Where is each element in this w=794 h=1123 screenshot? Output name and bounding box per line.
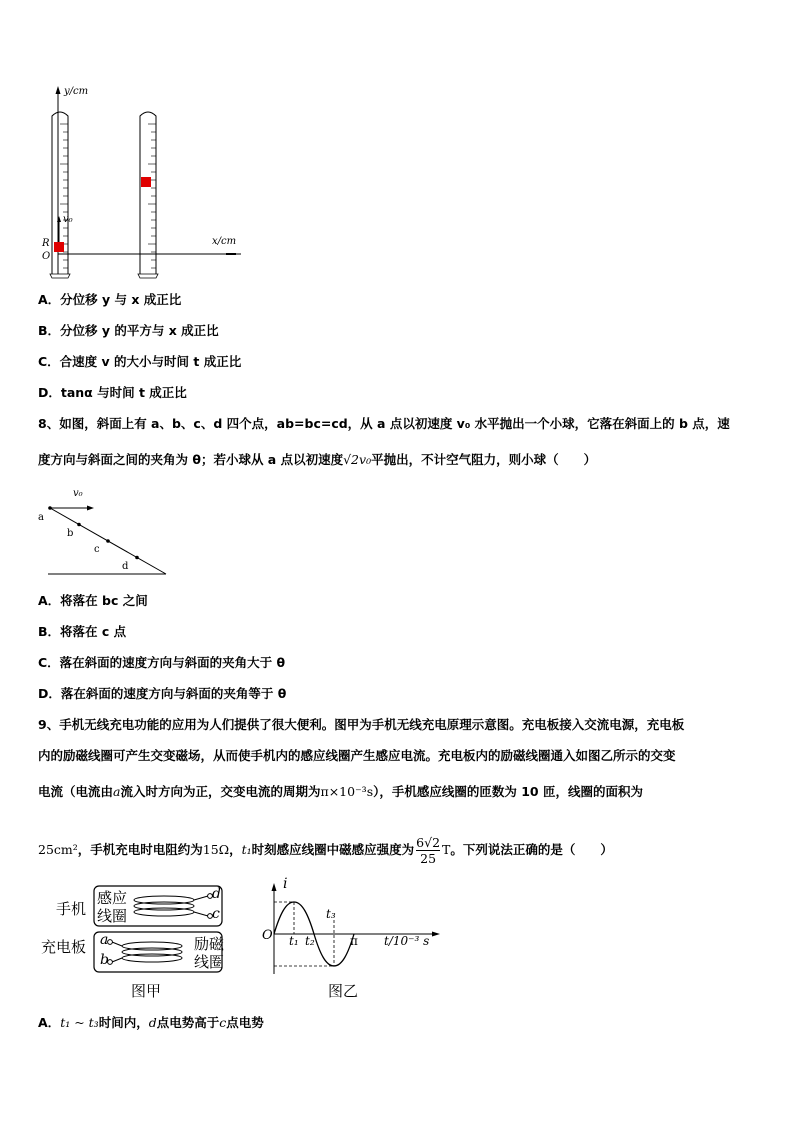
q9-stem-line1: 9、手机无线充电功能的应用为人们提供了很大便利。图甲为手机无线充电原理示意图。充电板接入交流电源，充电板: [38, 717, 685, 732]
fig-a-d: d: [212, 886, 221, 902]
point-b: [77, 523, 81, 527]
fig-b-axis: t/10⁻³ s: [384, 934, 430, 948]
q8-stem-line2: 度方向与斜面之间的夹角为 θ；若小球从 a 点以初速度√2v₀平抛出，不计空气阻力，则小球（ ）: [38, 452, 597, 467]
q9-stem-line3: 电流（电流由a流入时方向为正，交变电流的周期为π×10⁻³s），手机感应线圈的匝数为 10 匝，线圈的面积为: [38, 784, 643, 799]
q8-option-a: A．将落在 bc 之间: [38, 593, 148, 608]
red-block-moved: [141, 177, 151, 187]
q7-option-c: C．合速度 v 的大小与时间 t 成正比: [38, 354, 242, 369]
q8-stem-line1: 8、如图，斜面上有 a、b、c、d 四个点，ab=bc=cd，从 a 点以初速度 v₀ 水平抛出一个小球，它落在斜面上的 b 点，速: [38, 416, 730, 431]
q7-v0-label: v₀: [63, 214, 73, 225]
q8-label-d: d: [122, 561, 129, 572]
q8-option-d: D．落在斜面的速度方向与斜面的夹角等于 θ: [38, 686, 287, 701]
fig-a-a: a: [100, 932, 109, 948]
q9-fraction: $\frac{6√2}{25}$: [416, 835, 441, 866]
q7-x-axis-label: x/cm: [212, 236, 237, 247]
q7-y-axis-label: y/cm: [64, 86, 89, 97]
fig-b-t1: t₁: [289, 934, 299, 948]
q7-option-a: A．分位移 y 与 x 成正比: [38, 292, 182, 307]
point-c: [106, 539, 110, 543]
q7-option-b: B．分位移 y 的平方与 x 成正比: [38, 323, 219, 338]
q7-figure: [36, 84, 246, 284]
red-block-r: [54, 242, 64, 252]
coil-top-1: 感应: [97, 889, 128, 907]
q9-stem-line2: 内的励磁线圈可产生交变磁场，从而使手机内的感应线圈产生感应电流。充电板内的励磁线圈通入如图乙所示的交变: [38, 748, 676, 763]
point-d: [135, 556, 139, 560]
coil-bot-2: 线圈: [194, 953, 225, 971]
q8-label-c: c: [94, 544, 100, 555]
q8-label-b: b: [67, 528, 74, 539]
fig-b-pi: π: [350, 934, 358, 948]
q8-option-c: C．落在斜面的速度方向与斜面的夹角大于 θ: [38, 655, 286, 670]
q8-option-b: B．将落在 c 点: [38, 624, 127, 639]
coil-top-2: 线圈: [97, 907, 128, 925]
q7-option-d: D．tanα 与时间 t 成正比: [38, 385, 187, 400]
fig-b-caption: 图乙: [328, 982, 359, 1000]
fig-b-i: i: [283, 876, 288, 892]
fig-b-t2: t₂: [305, 934, 315, 948]
label-phone: 手机: [56, 900, 87, 918]
fig-a-caption: 图甲: [131, 982, 162, 1000]
coil-bot-1: 励磁: [194, 935, 225, 953]
q9-stem-line4: 25cm²，手机充电时电阻约为15Ω，t₁时刻感应线圈中磁感应强度为 $\frac{6√2}{25}$ T。下列说法正确的是（ ）: [38, 835, 613, 866]
fig-b-o: O: [262, 928, 273, 943]
fig-a-c: c: [212, 906, 220, 922]
q8-label-a: a: [38, 512, 44, 523]
q9-option-a: A．t₁ ~ t₃时间内，d点电势高于c点电势: [38, 1015, 264, 1030]
point-a: [48, 506, 52, 510]
tube-right: [140, 112, 156, 274]
q8-incline-figure: [36, 488, 176, 580]
label-charger: 充电板: [41, 938, 87, 956]
fig-a-b: b: [100, 952, 109, 968]
q8-v0-label: v₀: [73, 488, 83, 499]
q9-figure-b: [256, 880, 446, 980]
q7-o-label: O: [42, 251, 51, 262]
fig-b-t3: t₃: [326, 907, 336, 921]
q8-sqrt2-v0: √2v₀: [343, 452, 372, 467]
q7-r-label: R: [42, 238, 50, 249]
